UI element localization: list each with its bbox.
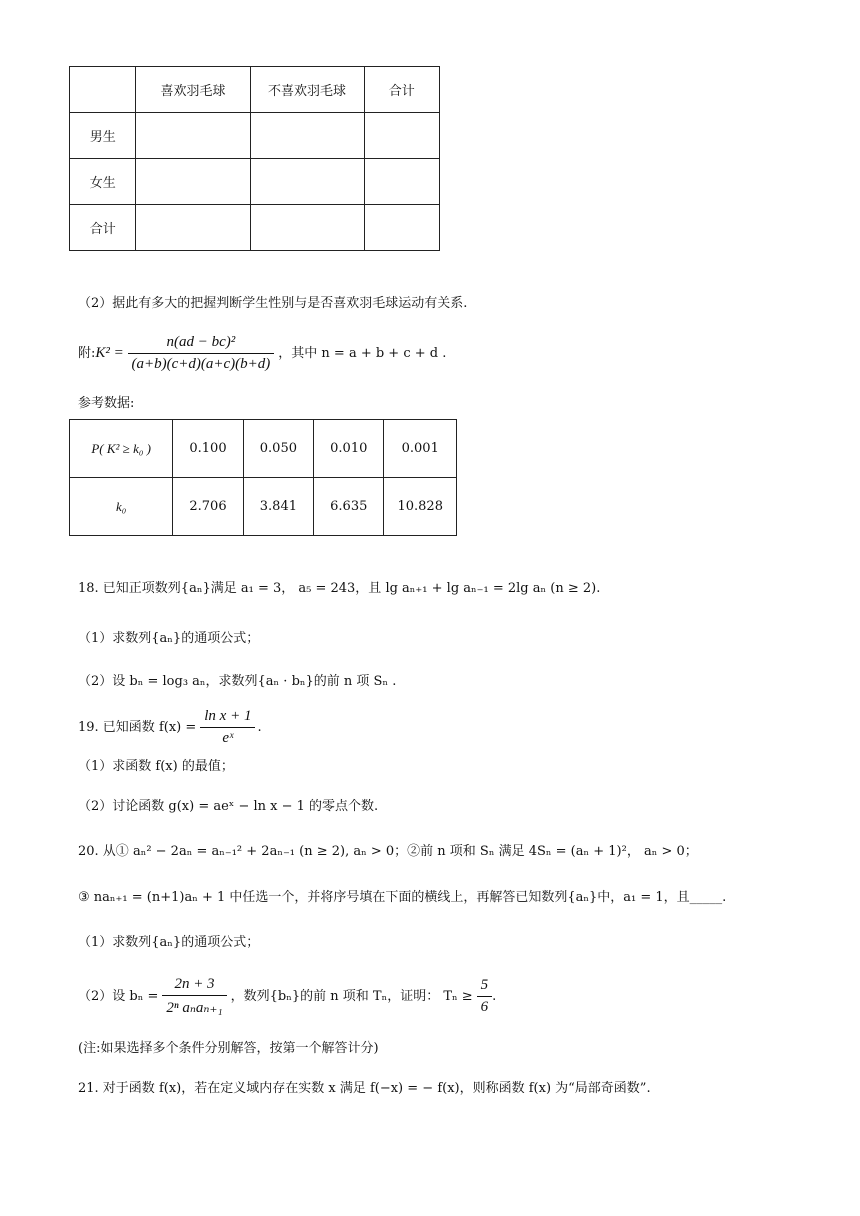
part-2-middle: ，数列{bₙ}的前 n 项和 Tₙ，证明： Tₙ ≥ — [230, 988, 473, 1004]
formula-prefix: 附: — [78, 345, 96, 361]
table-cell — [364, 113, 439, 159]
formula-fraction — [128, 334, 275, 373]
critical-value-table — [69, 419, 457, 536]
period: . — [492, 988, 497, 1004]
part-2-prefix: （2）设 bₙ = — [78, 988, 159, 1004]
fraction-denominator: 6 — [480, 998, 489, 1015]
table-cell — [136, 205, 250, 251]
fraction-numerator: 5 — [477, 977, 493, 997]
table-cell — [136, 159, 250, 205]
question-19-part-1: （1）求函数 f(x) 的最值； — [78, 759, 234, 774]
question-20-line-1: 20. 从① aₙ² − 2aₙ = aₙ₋₁² + 2aₙ₋₁ (n ≥ 2), aₙ > 0；②前 n 项和 Sₙ 满足 4Sₙ = (aₙ + 1)²， aₙ > 0； — [78, 844, 698, 859]
question-19-fraction — [200, 708, 255, 747]
table-cell: 10.828 — [384, 478, 457, 536]
table-cell: 0.050 — [243, 420, 313, 478]
contingency-table — [69, 66, 440, 251]
question-20-part-1: （1）求数列{aₙ}的通项公式； — [78, 935, 260, 950]
b-n-fraction — [162, 976, 226, 1017]
period: . — [257, 719, 262, 735]
table-cell: 3.841 — [243, 478, 313, 536]
table-cell: 0.100 — [173, 420, 243, 478]
table-cell: 0.001 — [384, 420, 457, 478]
question-19-stem — [78, 706, 262, 748]
table-cell — [250, 159, 364, 205]
table-cell — [250, 113, 364, 159]
question-20-line-2: ③ naₙ₊₁ = (n+1)aₙ + 1 中任选一个，并将序号填在下面的横线上，再解答已知数列{aₙ}中，a₁ = 1，且_____. — [78, 890, 727, 905]
fraction-denominator: eˣ — [222, 729, 234, 746]
table-cell — [364, 159, 439, 205]
table-header: 喜欢羽毛球 — [136, 67, 250, 113]
question-20-note: (注:如果选择多个条件分别解答，按第一个解答计分) — [78, 1041, 379, 1056]
formula-lhs: K² = — [95, 344, 128, 361]
table-row-label: 女生 — [70, 159, 136, 205]
reference-label: 参考数据: — [78, 396, 135, 411]
table-row-label: P( K² ≥ k₀ ) — [70, 420, 173, 478]
question-18-part-1: （1）求数列{aₙ}的通项公式； — [78, 631, 260, 646]
table-cell — [136, 113, 250, 159]
formula-numerator: n(ad − bc)² — [128, 334, 275, 354]
formula-denominator: (a+b)(c+d)(a+c)(b+d) — [131, 355, 271, 372]
table-header: 不喜欢羽毛球 — [250, 67, 364, 113]
question-19-prefix: 19. 已知函数 f(x) = — [78, 719, 197, 735]
table-cell: 2.706 — [173, 478, 243, 536]
formula-suffix: ，其中 n = a + b + c + d . — [278, 345, 447, 361]
question-19-part-2: （2）讨论函数 g(x) = aeˣ − ln x − 1 的零点个数. — [78, 799, 379, 814]
table-cell — [250, 205, 364, 251]
k-squared-formula — [78, 328, 446, 378]
fraction-numerator: ln x + 1 — [200, 708, 255, 728]
table-cell — [70, 67, 136, 113]
table-row-label: 合计 — [70, 205, 136, 251]
table-cell — [364, 205, 439, 251]
fraction-numerator: 2n + 3 — [162, 976, 226, 996]
question-17-part-2: （2）据此有多大的把握判断学生性别与是否喜欢羽毛球运动有关系. — [78, 296, 468, 311]
table-row-label: k₀ — [70, 478, 173, 536]
question-20-part-2 — [78, 974, 496, 1018]
question-18-part-2: （2）设 bₙ = log₃ aₙ，求数列{aₙ · bₙ}的前 n 项 Sₙ . — [78, 674, 397, 689]
bound-fraction — [477, 977, 493, 1016]
question-18-stem: 18. 已知正项数列{aₙ}满足 a₁ = 3， a₅ = 243，且 lg aₙ₊₁ + lg aₙ₋₁ = 2lg aₙ (n ≥ 2). — [78, 581, 601, 596]
table-header: 合计 — [364, 67, 439, 113]
table-cell: 0.010 — [314, 420, 384, 478]
fraction-denominator: 2ⁿ aₙaₙ₊₁ — [166, 999, 223, 1016]
table-cell: 6.635 — [314, 478, 384, 536]
question-21-stem: 21. 对于函数 f(x)，若在定义域内存在实数 x 满足 f(−x) = − f(x)，则称函数 f(x) 为“局部奇函数”. — [78, 1081, 651, 1096]
table-row-label: 男生 — [70, 113, 136, 159]
